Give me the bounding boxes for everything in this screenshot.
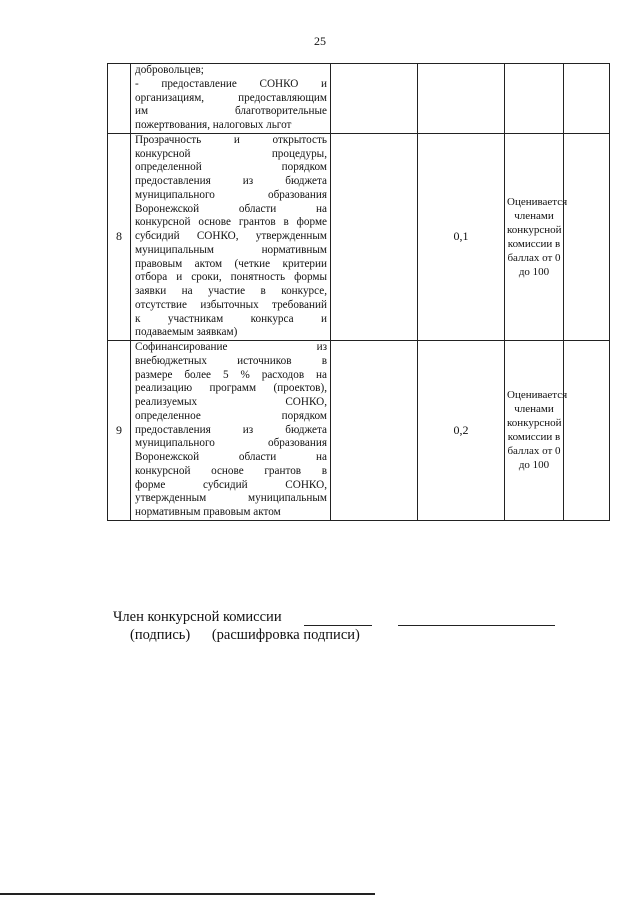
description-line: Софинансирование из xyxy=(135,341,327,353)
signature-caption: (подпись) xyxy=(130,627,191,643)
bottom-rule xyxy=(0,893,375,895)
criterion-description xyxy=(131,64,331,134)
signature-label: Член конкурсной комиссии xyxy=(113,609,282,625)
description-line: Прозрачность и открытость xyxy=(135,133,327,146)
description-line: им благотворительные xyxy=(135,105,327,118)
description-line: Воронежской области на xyxy=(135,202,327,215)
row-number: 9 xyxy=(108,341,131,521)
table-row xyxy=(108,341,610,521)
description-line: предоставления из бюджета xyxy=(135,423,327,436)
description-line: субсидий СОНКО, утвержденным xyxy=(135,230,327,242)
description-line: утвержденным муниципальным xyxy=(135,492,327,505)
description-line: муниципального образования xyxy=(135,437,327,450)
weight-coefficient xyxy=(418,64,505,134)
empty-cell xyxy=(331,64,418,134)
decoding-caption: (расшифровка подписи) xyxy=(211,627,360,643)
description-line: к участникам конкурса и xyxy=(135,312,327,325)
description-line: реализуемых СОНКО, xyxy=(135,396,327,408)
evaluation-note: Оценивается членами конкурсной комиссии в баллах от 0 до 100 xyxy=(505,133,564,340)
score-cell xyxy=(564,64,610,134)
description-line: определенное порядком xyxy=(135,409,327,422)
description-line: муниципального образования xyxy=(135,188,327,201)
description-line: реализацию программ (проектов), xyxy=(135,382,327,395)
description-line: конкурсной процедуры, xyxy=(135,147,327,160)
description-line: конкурсной основе грантов в xyxy=(135,464,327,477)
empty-cell xyxy=(331,133,418,340)
empty-cell xyxy=(331,341,418,521)
signature-captions xyxy=(130,627,360,644)
score-cell xyxy=(564,133,610,340)
row-number xyxy=(108,64,131,134)
description-line: размере более 5 % расходов на xyxy=(135,368,327,381)
description-line: определенной порядком xyxy=(135,161,327,174)
criterion-description xyxy=(131,341,331,521)
weight-coefficient: 0,1 xyxy=(418,133,505,340)
description-line: Воронежской области на xyxy=(135,451,327,463)
page-number: 25 xyxy=(314,34,326,48)
description-line: отбора и сроки, понятность формы xyxy=(135,271,327,284)
table-row xyxy=(108,64,610,134)
signature-block xyxy=(113,609,282,626)
description-line: подаваемым заявкам) xyxy=(135,326,238,339)
row-number: 8 xyxy=(108,133,131,340)
description-line: нормативным правовым актом xyxy=(135,506,281,518)
description-line: муниципальным нормативным xyxy=(135,243,327,256)
evaluation-note xyxy=(505,64,564,134)
description-line: правовым актом (четкие критерии xyxy=(135,257,327,270)
description-line: пожертвования, налоговых льгот xyxy=(135,119,292,131)
description-line: добровольцев; xyxy=(135,64,204,76)
description-line: заявки на участие в конкурсе, xyxy=(135,285,327,297)
criteria-table xyxy=(107,63,610,521)
description-line: внебюджетных источников в xyxy=(135,354,327,367)
decoding-line xyxy=(398,625,555,626)
description-line: отсутствие избыточных требований xyxy=(135,298,327,311)
criterion-description xyxy=(131,133,331,340)
description-line: конкурсной основе грантов в форме xyxy=(135,216,327,229)
score-cell xyxy=(564,341,610,521)
evaluation-note: Оценивается членами конкурсной комиссии в баллах от 0 до 100 xyxy=(505,341,564,521)
description-line: предоставления из бюджета xyxy=(135,175,327,187)
signature-line xyxy=(304,625,372,626)
description-line: организациям, предоставляющим xyxy=(135,91,327,104)
weight-coefficient: 0,2 xyxy=(418,341,505,521)
table-row xyxy=(108,133,610,340)
description-line: форме субсидий СОНКО, xyxy=(135,478,327,491)
description-line: - предоставление СОНКО и xyxy=(135,77,327,90)
